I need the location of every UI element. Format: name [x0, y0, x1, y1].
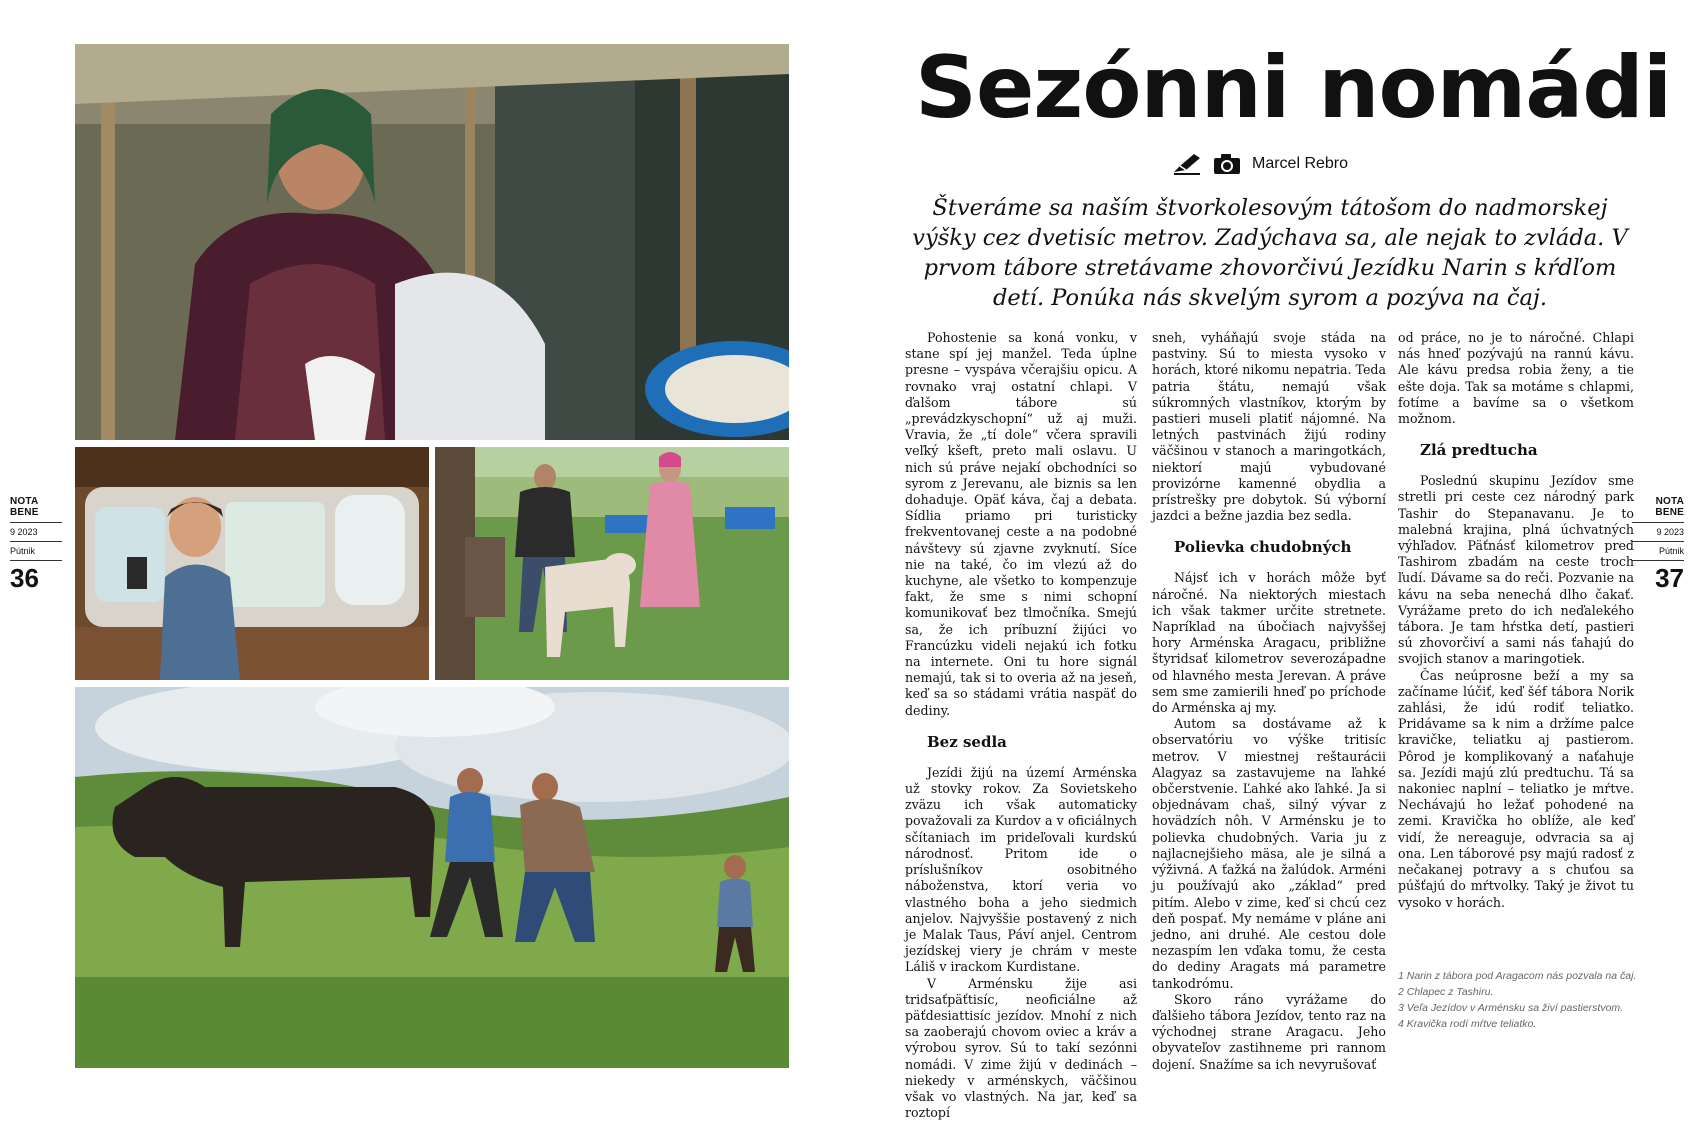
- folio-magazine-name: NOTA BENE: [10, 496, 39, 518]
- photo-captions: [1398, 968, 1638, 1032]
- photo-woman-in-tent: [75, 44, 789, 440]
- subheading-bez-sedla: Bez sedla: [927, 732, 1007, 751]
- page-number-right: 37: [1655, 563, 1684, 593]
- paragraph: Pohostenie sa koná vonku, v stane spí jej manžel. Teda úplne presne – vyspáva včerajšiu opicu. A rovnako vraj ostatní chlapi. V ďalšom tábore sú „prevádzkyschopní“ už aj muži. Vravia, že „tí dole“ včera spravili veľký kšeft, preto mali oslavu. U nich sú práve nejakí obchodníci so syrom z Jerevanu, ale biznis sa len dohaduje. Opäť káva, čaj a debata. Sídlia priamo pri turisticky frekventovanej ceste a na podobné návštevy sú zjavne zvyknutí. Síce nie na také, čo im vlezú až do kuchyne, ale všetko to kompenzuje fakt, že sme s nimi schopní komunikovať bez tlmočníka. Smejú sa, že ich príbuzní žijúci vo Francúzku videli nejakú ich fotku na internete. Oni tu hore signál nemajú, tak si to overia až na jeseň, keď sa so stádami vrátia naspäť do dediny.: [905, 330, 1137, 718]
- article-title: Sezónni nomádi: [915, 38, 1672, 138]
- text-column-3: [1398, 330, 1634, 911]
- byline: [1172, 151, 1348, 177]
- caption-2: 2 Chlapec z Tashiru.: [1398, 986, 1494, 998]
- caption-3: 3 Veľa Jezídov v Arménsku sa živí pastierstvom.: [1398, 1002, 1624, 1014]
- camera-icon: [1212, 152, 1242, 176]
- right-folio: [1632, 496, 1684, 591]
- paragraph: Autom sa dostávame až k observatóriu vo výške tritisíc metrov. V miestnej reštaurácii Alagyaz sa zastavujeme na ľahké občerstvenie. Ľahké ako ľahké. Ja si objednávam chaš, silný vývar z hovädzích nôh. V Arménsku je to polievka chudobných. Varia ju z najlacnejšieho mäsa, ale je silná a výživná. A ťažká na žalúdok. Arméni ju používajú ako „základ“ pred pitím. Alebo v zime, keď si chcú cez deň pospať. My nemáme v pláne ani jedno, ani druhé. Ale cestou dole nezaspím len vďaka tomu, že cesta do dediny Aragats má parametre tankodrómu.: [1152, 716, 1386, 991]
- article-lead: Štveráme sa naším štvorkolesovým tátošom do nadmorskej výšky cez dvetisíc metrov. Zadýchava sa, ale nejak to zvláda. V prvom tábore stretávame zhovorčivú Jezídku Narin s kŕdľom detí. Ponúka nás skvelým syrom a pozýva na čaj.: [912, 195, 1628, 311]
- paragraph: Nájsť ich v horách môže byť náročné. Na niektorých miestach ich však takmer určite stretnete. Napríklad na úbočiach najvyššej hory Arménska Aragacu, približne štyridsať kilometrov severozápadne od hlavného mesta Jerevan. A práve sem sme zamierili hneď po príchode do Arménska aj my.: [1152, 570, 1386, 716]
- folio-magazine-name: NOTA BENE: [1655, 496, 1684, 518]
- folio-issue: 9 2023: [10, 527, 38, 537]
- photo-woman-with-calf: [435, 447, 789, 680]
- paragraph: od práce, no je to náročné. Chlapi nás hneď pozývajú na rannú kávu. Ale kávu predsa robia ženy, a tie ešte doja. Tak sa motáme s chlapmi, fotíme a bavíme sa o všetkom možnom.: [1398, 330, 1634, 427]
- paragraph: V Arménsku žije asi tridsaťpäťtisíc, neoficiálne až päťdesiattisíc jezídov. Mnohí z nich sa zaoberajú chovom oviec a kráv a výrobou syrov. Sú to takí sezónni nomádi. V zime žijú v dedinách – niekedy v arménskych, väčšinou však vo vlastných. Na jar, keď sa roztopí: [905, 975, 1137, 1121]
- paragraph: Jezídi žijú na území Arménska už stovky rokov. Za Sovietskeho zväzu ich však automaticky považovali za Kurdov a v oficiálnych sčítaniach im prideľovali kurdskú národnosť. Pritom ide o príslušníkov osobitného náboženstva, ktorí veria vo vlastného boha a jeho siedmich anjelov. Najvyššie postavený z nich je Malak Taus, Páví anjel. Centrom jezídskej viery je chrám v meste Láliš v irackom Kurdistane.: [905, 764, 1137, 975]
- text-column-2: [1152, 330, 1386, 1073]
- author-name: Marcel Rebro: [1252, 155, 1349, 172]
- paragraph: Poslednú skupinu Jezídov sme stretli pri ceste cez národný park Tashir do Stepanavanu. Je to malebná krajina, plná úchvatných výhľadov. Päťnásť kilometrov pred Tashirom zbadám na ceste troch ľudí. Dávame sa do reči. Pozvanie na kávu na seba nenechá dlho čakať. Vyrážame preto do ich neďalekého tábora. Je tam hŕstka detí, pastieri sú zhovorčiví a sami nás ťahajú do svojich stanov a maringotiek.: [1398, 473, 1634, 667]
- photo-cow-in-meadow: [75, 687, 789, 1068]
- paragraph: Čas neúprosne beží a my sa začíname lúčiť, keď šéf tábora Norik zahlási, že idú rodiť teliatko. Pridávame sa k nim a držíme palce kravičke, teliatku aj pastierom. Pôrod je komplikovaný a naťahuje sa. Jezídi majú zlú predtuchu. Tá sa nakoniec naplní – teliatko je mŕtve. Nechávajú ho ležať pohodené na zemi. Kravička ho oblíže, ale keď vidí, že nereaguje, odvracia sa aj ona. Len táborové psy majú radosť z nečakanej potravy a s chuťou sa púšťajú do mŕtvolky. Taký je život tu vysoko v horách.: [1398, 667, 1634, 910]
- paragraph: sneh, vyháňajú svoje stáda na pastviny. Sú to miesta vysoko v horách, ktoré nikomu nepatria. Teda patria štátu, nemajú však súkromných vlastníkov, ktorým by pastieri museli platiť nájomné. Na letných pastvinách žijú rodiny väčšinou v stanoch a maringotkách, niektorí majú vybudované provizórne kamenné obydlia a prístrešky pre dobytok. Sú výborní jazdci a bežne jazdia bez sedla.: [1152, 330, 1386, 524]
- folio-section: Pútnik: [10, 546, 36, 556]
- pen-icon: [1172, 152, 1202, 176]
- left-folio: [10, 496, 62, 591]
- folio-issue: 9 2023: [1656, 527, 1684, 537]
- caption-1: 1 Narin z tábora pod Aragacom nás pozvala na čaj.: [1398, 970, 1637, 982]
- subheading-polievka-chudobnych: Polievka chudobných: [1174, 538, 1352, 557]
- caption-4: 4 Kravička rodí mŕtve teliatko.: [1398, 1018, 1537, 1030]
- text-column-1: [905, 330, 1137, 1121]
- paragraph: Skoro ráno vyrážame do ďalšieho tábora Jezídov, tento raz na východnej strane Aragacu. Jeho obyvateľov zastihneme pri rannom dojení. Snažíme sa ich nevyrušovať: [1152, 991, 1386, 1072]
- subheading-zla-predtucha: Zlá predtucha: [1420, 441, 1538, 460]
- photo-boy-at-window: [75, 447, 429, 680]
- folio-section: Pútnik: [1658, 546, 1684, 556]
- page-number-left: 36: [10, 563, 39, 593]
